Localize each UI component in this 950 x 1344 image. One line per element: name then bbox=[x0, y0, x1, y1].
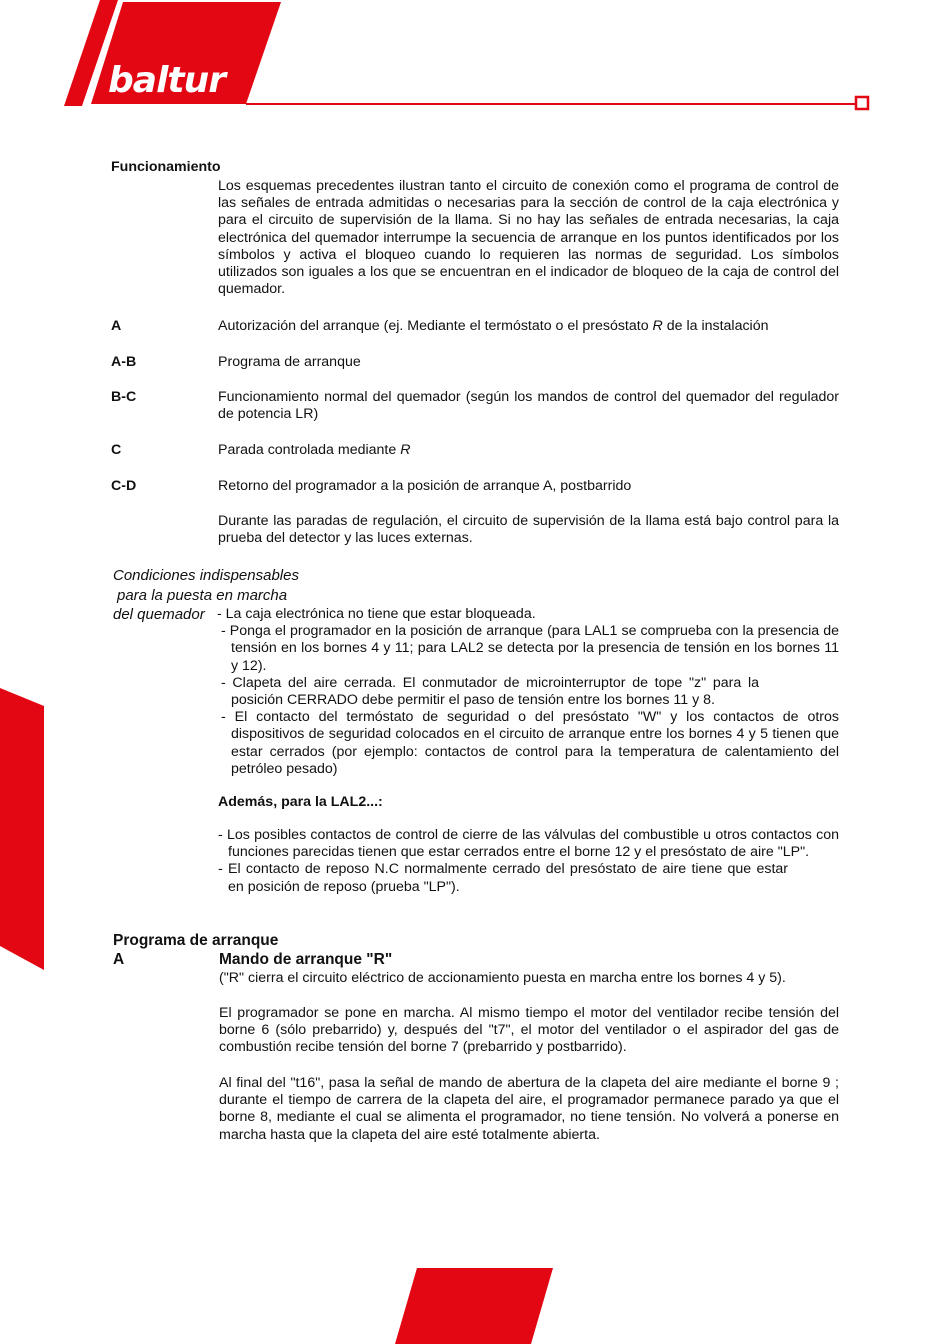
phase-text: Retorno del programador a la posición de arranque A, postbarrido bbox=[218, 478, 632, 494]
condition-item: - Clapeta del aire cerrada. El conmutador de microinterruptor de tope "z" para la posición CERRADO debe permitir el paso de tensión entre los bornes 11 y 8. bbox=[221, 674, 759, 709]
section-heading-programa: Programa de arranque bbox=[113, 932, 279, 949]
programa-paragraph: ("R" cierra el circuito eléctrico de accionamiento puesta en marcha entre los bornes 4 y 5). bbox=[219, 970, 786, 986]
phase-text: Autorización del arranque (ej. Mediante el termóstato o el presóstato R de la instalación bbox=[218, 318, 769, 334]
phase-text: Parada controlada mediante R bbox=[218, 442, 411, 458]
phase-label: C-D bbox=[111, 478, 137, 494]
lal2-heading: Además, para la LAL2...: bbox=[218, 794, 383, 810]
phase-text: Funcionamiento normal del quemador (según los mandos de control del quemador del regulador de potencia LR) bbox=[218, 389, 839, 423]
lal2-item: - Los posibles contactos de control de cierre de las válvulas del combustible u otros contactos con funciones parecidas tienen que estar cerrados entre el borne 12 y el presóstato de aire "LP". bbox=[218, 827, 839, 861]
lal2-list bbox=[218, 827, 839, 896]
condiciones-list bbox=[217, 606, 839, 778]
bottom-tab bbox=[395, 1268, 555, 1344]
condition-item: - El contacto del termóstato de seguridad o del presóstato "W" y los contactos de otros dispositivos de seguridad colocados en el circuito de arranque entre los bornes 4 y 5 tienen que estar cerrados (por ejemplo: contactos de control para la temperatura de calentamiento del petróleo pesado) bbox=[221, 709, 839, 777]
condition-item: - Ponga el programador en la posición de arranque (para LAL1 se comprueba con la presencia de tensión en los bornes 4 y 11; para LAL2 se detecta por la presencia de tensión en los bornes 11 y 12). bbox=[221, 623, 839, 674]
phase-label: B-C bbox=[111, 389, 137, 405]
programa-label: A bbox=[113, 951, 125, 968]
phase-label: A-B bbox=[111, 354, 137, 370]
phase-text: Programa de arranque bbox=[218, 354, 361, 370]
condiciones-title: Condiciones indispensables para la puesta en marcha del quemador bbox=[113, 567, 299, 623]
header-square-icon bbox=[856, 97, 868, 109]
phase-label: A bbox=[111, 318, 122, 334]
regulacion-note: Durante las paradas de regulación, el circuito de supervisión de la llama está bajo control para la prueba del detector y las luces externas. bbox=[218, 513, 839, 547]
programa-paragraph: El programador se pone en marcha. Al mismo tiempo el motor del ventilador recibe tensión del borne 6 (sólo prebarrido) y, después del "t7", el motor del ventilador o el aspirador del gas de combustión recibe tensión del borne 7 (prebarrido y postbarrido). bbox=[219, 1005, 839, 1056]
lal2-item: - El contacto de reposo N.C normalmente cerrado del presóstato de aire tiene que estar en posición de reposo (prueba "LP"). bbox=[218, 861, 788, 895]
programa-subheading: Mando de arranque "R" bbox=[219, 951, 393, 968]
condition-item: - La caja electrónica no tiene que estar bloqueada. bbox=[217, 606, 536, 622]
funcionamiento-body: Los esquemas precedentes ilustran tanto el circuito de conexión como el programa de control de las señales de entrada admitidas o necesarias para la sección de control de la caja electrónica y para el circuito de supervisión de la llama. Si no hay las señales de entrada necesarias, la caja electrónica del quemador interrumpe la secuencia de arranque en los puntos identificados por los símbolos y activa el bloqueo cuando lo requieren las normas de seguridad. Los símbolos utilizados son iguales a los que se encuentran en el indicador de bloqueo de la caja de control del quemador. bbox=[218, 178, 839, 298]
brand-name: baltur bbox=[108, 60, 225, 101]
programa-paragraph: Al final del "t16", pasa la señal de mando de abertura de la clapeta del aire mediante el borne 9 ; durante el tiempo de carrera de la clapeta del aire, el programador permanece parado ya que el borne 8, mediante el cual se alimenta el programador, no tiene tensión. No volverá a ponerse en marcha hasta que la clapeta del aire esté totalmente abierta. bbox=[219, 1075, 839, 1143]
section-heading-funcionamiento: Funcionamiento bbox=[111, 159, 221, 175]
side-tab bbox=[0, 688, 48, 970]
phase-label: C bbox=[111, 442, 122, 458]
